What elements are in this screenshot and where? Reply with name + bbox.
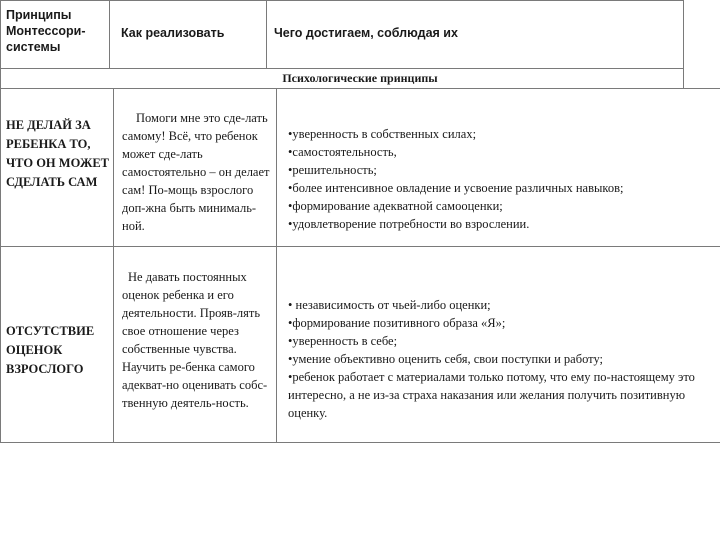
grid-line-col1-header — [109, 0, 110, 68]
grid-line-col2-header — [266, 0, 267, 68]
list-item: •уверенность в собственных силах; — [288, 127, 477, 141]
list-item: •уверенность в себе; — [288, 334, 398, 348]
row2-principle: ОТСУТСТВИЕ ОЦЕНОК ВЗРОСЛОГО — [6, 324, 95, 376]
list-item: •удовлетворение потребности во взрослении. — [288, 217, 530, 231]
grid-line-col2-body — [276, 88, 277, 443]
row2-results — [288, 296, 708, 422]
grid-line-top — [0, 0, 684, 1]
header-principles: Принципы Монтессори-системы — [6, 8, 86, 54]
row1-how: Помоги мне это сде-лать самому! Всё, что ребенок может сде-лать самостоятельно – он делает сам! По-мощь взрослого доп-жна быть минималь-ной. — [122, 111, 270, 233]
list-item: •формирование адекватной самооценки; — [288, 199, 503, 213]
grid-line-left — [0, 0, 1, 443]
list-item: •более интенсивное овладение и усвоение различных навыков; — [288, 181, 624, 195]
header-result: Чего достигаем, соблюдая их — [274, 26, 458, 40]
row1-principle: НЕ ДЕЛАЙ ЗА РЕБЕНКА ТО, ЧТО ОН МОЖЕТ СДЕЛАТЬ САМ — [6, 118, 110, 189]
list-item: • независимость от чьей-либо оценки; — [288, 298, 491, 312]
grid-line-section-bottom — [0, 88, 720, 89]
list-item: •умение объективно оценить себя, свои поступки и работу; — [288, 352, 604, 366]
section-title: Психологические принципы — [282, 71, 438, 85]
list-item: •самостоятельность, — [288, 145, 397, 159]
header-how: Как реализовать — [121, 26, 225, 40]
list-item: •формирование позитивного образа «Я»; — [288, 316, 506, 330]
grid-line-col1-body — [113, 88, 114, 443]
row1-results — [288, 125, 718, 233]
grid-line-row2-bottom — [0, 442, 720, 443]
grid-line-row1-bottom — [0, 246, 720, 247]
row2-how: Не давать постоянных оценок ребенка и его деятельности. Прояв-лять свое отношение через собственные чувства. Научить ре-бенка самого адекват-но оценивать собс-твенную деятель-ность. — [122, 270, 268, 410]
list-item: •ребенок работает с материалами только потому, что ему по-настоящему это интересно, а не из-за страха наказания или желания получить позитивную оценку. — [288, 370, 695, 420]
list-item: •решительность; — [288, 163, 377, 177]
